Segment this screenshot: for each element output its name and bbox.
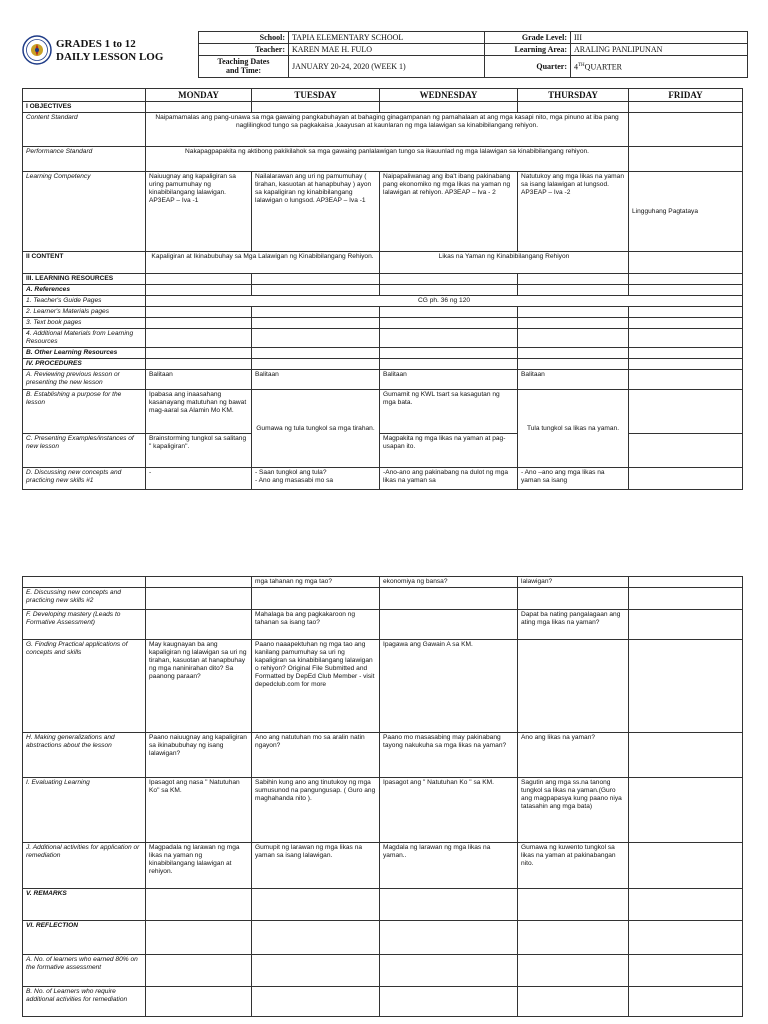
procedure-i-wednesday: Ipasagot ang " Natutuhan Ko " sa KM. [380, 778, 518, 843]
day-header-thursday: THURSDAY [518, 89, 629, 102]
procedure-j-thursday: Gumawa ng kuwento tungkol sa likas na yaman at pakinabangan nito. [518, 843, 629, 889]
procedure-a-wednesday: Balitaan [380, 370, 518, 390]
content-standard-text: Naipamamalas ang pang-unawa sa mga gawaing pangkabuhayan at bahaging ginagampanan ng pamahalaan at ang mga kasapi nito, mga pinuno at iba pang naglilingkod tungo sa pagkakaisa ,kaayusan at kaunlaran ng mga lalawigan sa kinabibilangang rehiyon. [146, 113, 629, 147]
performance-standard-label: Performance Standard [23, 147, 146, 172]
procedure-b-label: B. Establishing a purpose for the lesson [23, 390, 146, 434]
competency-friday: Lingguhang Pagtataya [629, 172, 743, 252]
school-label: School: [199, 32, 289, 44]
procedure-a-tuesday: Balitaan [252, 370, 380, 390]
procedure-d-monday: - [146, 468, 252, 490]
procedure-h-tuesday: Ano ang natutuhan mo sa aralin natin ngayon? [252, 733, 380, 778]
references-label: A. References [23, 285, 146, 296]
continued-wednesday: ekonomiya ng bansa? [380, 577, 518, 588]
procedure-i-tuesday: Sabihin kung ano ang tinutukoy ng mga sumusunod na pangungusap. ( Guro ang maghahanda nito ). [252, 778, 380, 843]
procedure-i-thursday: Sagutin ang mga ss.na tanong tungkol sa likas na yaman.(Guro ang magpapasya kung paano niya tatasahin ang mga bata) [518, 778, 629, 843]
procedure-j-tuesday: Gumupit ng larawan ng mga likas na yaman sa isang lalawigan. [252, 843, 380, 889]
procedure-a-label: A. Reviewing previous lesson or presenting the new lesson [23, 370, 146, 390]
deped-seal-logo [22, 35, 52, 65]
procedure-g-label: G. Finding Practical applications of concepts and skills [23, 640, 146, 733]
procedure-f-thursday: Dapat ba nating pangalagaan ang ating mga likas na yaman? [518, 610, 629, 640]
procedure-g-wednesday: Ipagawa ang Gawain A sa KM. [380, 640, 518, 733]
school-value: TAPIA ELEMENTARY SCHOOL [289, 32, 485, 44]
procedure-i-monday: Ipasagot ang nasa " Natutuhan Ko" sa KM. [146, 778, 252, 843]
procedure-h-wednesday: Paano mo masasabing may pakinabang tayong nakukuha sa mga likas na yaman? [380, 733, 518, 778]
other-resources-label: B. Other Learning Resources [23, 348, 146, 359]
competency-monday: Naiuugnay ang kapaligiran sa uring pamumuhay ng kinabibilangang lalawigan. AP3EAP – Iva -1 [146, 172, 252, 252]
reflection-b-label: B. No. of Learners who require additional activities for remediation [23, 987, 146, 1017]
procedure-bc-thursday: Tula tungkol sa likas na yaman. [518, 390, 629, 468]
document-title: GRADES 1 to 12 DAILY LESSON LOG [56, 38, 164, 63]
teaching-dates-value: JANUARY 20-24, 2020 (WEEK 1) [289, 56, 485, 78]
textbook-pages-label: 3. Text book pages [23, 318, 146, 329]
procedure-a-thursday: Balitaan [518, 370, 629, 390]
quarter-label: Quarter: [485, 56, 571, 78]
procedures-section: IV. PROCEDURES [23, 359, 146, 370]
reflection-section: VI. REFLECTION [23, 921, 146, 955]
competency-wednesday: Naipapaliwanag ang iba't ibang pakinabang pang ekonomiko ng mga likas na yaman ng lalawigan at rehiyon. AP3EAP – Iva - 2 [380, 172, 518, 252]
procedure-b-wednesday: Gumamit ng KWL tsart sa kasagutan ng mga bata. [380, 390, 518, 434]
procedure-bc-tuesday: Gumawa ng tula tungkol sa mga tirahan. [252, 390, 380, 468]
quarter-value: 4THQUARTER [571, 56, 748, 78]
procedure-h-thursday: Ano ang likas na yaman? [518, 733, 629, 778]
content-section: II CONTENT [23, 252, 146, 274]
continued-thursday: lalawigan? [518, 577, 629, 588]
additional-materials-label: 4. Additional Materials from Learning Resources [23, 329, 146, 348]
remarks-section: V. REMARKS [23, 889, 146, 921]
header-info-table [198, 31, 748, 78]
learners-materials-label: 2. Learner's Materials pages [23, 307, 146, 318]
procedure-j-monday: Magpadala ng larawan ng mga likas na yaman ng kinabibilangang lalawigan at rehiyon. [146, 843, 252, 889]
lesson-log-table-page2 [22, 576, 743, 1017]
competency-tuesday: Nailalarawan ang uri ng pamumuhay ( tirahan, kasuotan at hanapbuhay ) ayon sa kapaligiran ng kinabibilangang lalawigan o lungsod. AP3EAP – Iva -1 [252, 172, 380, 252]
procedure-d-wednesday: -Ano-ano ang pakinabang na dulot ng mga likas na yaman sa [380, 468, 518, 490]
grade-level-value: III [571, 32, 748, 44]
competency-thursday: Natutukoy ang mga likas na yaman sa isang lalawigan at lungsod. AP3EAP – Iva -2 [518, 172, 629, 252]
procedure-e-label: E. Discussing new concepts and practicing new skills #2 [23, 588, 146, 610]
procedure-d-thursday: - Ano –ano ang mga likas na yaman sa isang [518, 468, 629, 490]
teacher-value: KAREN MAE H. FULO [289, 44, 485, 56]
day-header-wednesday: WEDNESDAY [380, 89, 518, 102]
procedure-f-label: F. Developing mastery (Leads to Formative Assessment) [23, 610, 146, 640]
day-header-monday: MONDAY [146, 89, 252, 102]
learning-area-value: ARALING PANLIPUNAN [571, 44, 748, 56]
procedure-h-label: H. Making generalizations and abstractions about the lesson [23, 733, 146, 778]
procedure-h-monday: Paano naiuugnay ang kapaligiran sa ikinabubuhay ng isang lalawigan? [146, 733, 252, 778]
procedure-a-monday: Balitaan [146, 370, 252, 390]
teaching-dates-label: Teaching Dates and Time: [199, 56, 289, 78]
content-wed-thu: Likas na Yaman ng Kinabibilangang Rehiyon [380, 252, 629, 274]
content-standard-label: Content Standard [23, 113, 146, 147]
procedure-i-label: I. Evaluating Learning [23, 778, 146, 843]
procedure-j-label: J. Additional activities for application or remediation [23, 843, 146, 889]
objectives-section: I OBJECTIVES [23, 102, 146, 113]
continued-tuesday: mga tahanan ng mga tao? [252, 577, 380, 588]
learning-area-label: Learning Area: [485, 44, 571, 56]
procedure-c-label: C. Presenting Examples/instances of new lesson [23, 434, 146, 468]
procedure-c-monday: Brainstorming tungkol sa salitang " kapaligiran". [146, 434, 252, 468]
content-mon-tue: Kapaligiran at Ikinabubuhay sa Mga Lalawigan ng Kinabibilangang Rehiyon. [146, 252, 380, 274]
performance-standard-text: Nakapagpapakita ng aktibong pakikilahok sa mga gawaing panlalawigan tungo sa ikauunlad ng mga lalawigan sa kinabibilangang rehiyon. [146, 147, 629, 172]
teachers-guide-value: CG ph. 36 ng 120 [146, 296, 743, 307]
lesson-log-table-page1 [22, 88, 743, 490]
learning-competency-label: Learning Competency [23, 172, 146, 252]
procedure-g-tuesday: Paano naaapektuhan ng mga tao ang kanilang pamumuhay sa uri ng kapaligiran sa kinabibilangang lalawigan o rehiyon? Original File Submitted and Formatted by DepEd Club Member - visit depedclub.com for more [252, 640, 380, 733]
corner-cell [23, 89, 146, 102]
teacher-label: Teacher: [199, 44, 289, 56]
procedure-d-label: D. Discussing new concepts and practicing new skills #1 [23, 468, 146, 490]
procedure-g-monday: May kaugnayan ba ang kapaligiran ng lalawigan sa uri ng tirahan, kasuotan at hanapbuhay ng mga naninirahan dito? Sa paanong paraan? [146, 640, 252, 733]
procedure-d-tuesday: - Saan tungkol ang tula? - Ano ang masasabi mo sa [252, 468, 380, 490]
day-header-friday: FRIDAY [629, 89, 743, 102]
reflection-a-label: A. No. of learners who earned 80% on the formative assessment [23, 955, 146, 987]
procedure-f-tuesday: Mahalaga ba ang pagkakaroon ng tahanan sa isang tao? [252, 610, 380, 640]
procedure-j-wednesday: Magdala ng larawan ng mga likas na yaman.. [380, 843, 518, 889]
procedure-b-monday: Ipabasa ang inaasahang kasanayang matutuhan ng bawat mag-aaral sa Alamin Mo KM. [146, 390, 252, 434]
learning-resources-section: III. LEARNING RESOURCES [23, 274, 146, 285]
teachers-guide-label: 1. Teacher's Guide Pages [23, 296, 146, 307]
day-header-tuesday: TUESDAY [252, 89, 380, 102]
grade-level-label: Grade Level: [485, 32, 571, 44]
procedure-c-wednesday: Magpakita ng mga likas na yaman at pag-usapan ito. [380, 434, 518, 468]
